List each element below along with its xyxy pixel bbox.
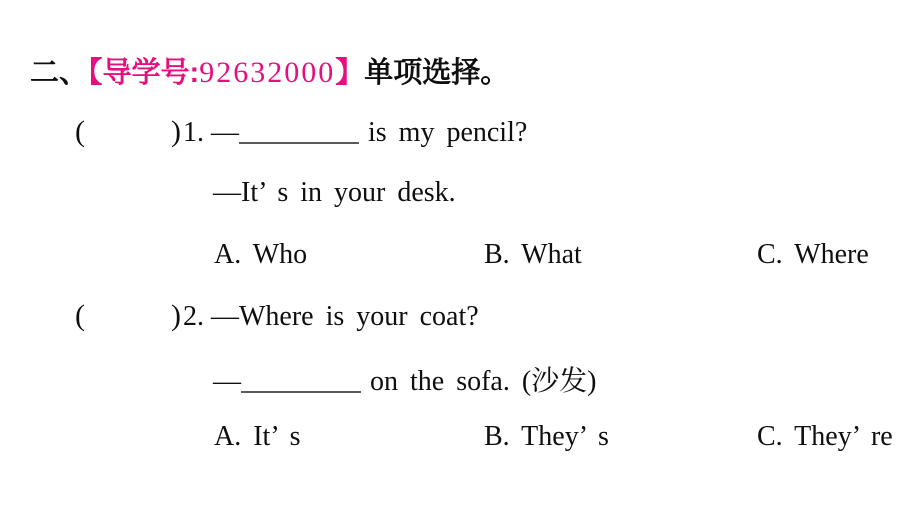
question-number: 2. xyxy=(183,301,204,332)
answer-blank xyxy=(241,385,361,393)
answer-blank xyxy=(239,136,359,144)
question-2-reply-text: on the sofa. (沙发) xyxy=(370,366,597,397)
guide-tag-bracket-open: 【 xyxy=(88,57,103,89)
question-1-stem-text: is my pencil? xyxy=(368,117,528,148)
option-b: B. What xyxy=(484,239,582,270)
answer-paren-open: ( xyxy=(75,299,85,332)
section-number-label: 二、 xyxy=(30,57,89,89)
question-2-stem-row xyxy=(75,299,479,333)
dialogue-dash: — xyxy=(213,366,241,397)
guide-tag-bracket-close: 】 xyxy=(335,57,365,89)
option-b: B. They’ s xyxy=(484,421,609,452)
answer-paren-open: ( xyxy=(75,115,85,148)
dialogue-dash: — xyxy=(211,117,239,148)
question-1-reply-row xyxy=(213,177,456,209)
option-a: A. Who xyxy=(214,239,308,270)
question-1-reply-text: —It’ s in your desk. xyxy=(213,177,456,208)
guide-tag-label: 导学号: xyxy=(102,57,200,89)
section-title: 单项选择。 xyxy=(364,57,510,89)
question-1-stem-row xyxy=(75,115,527,149)
section-header xyxy=(30,50,509,91)
option-c: C. Where xyxy=(757,239,869,270)
option-a: A. It’ s xyxy=(214,421,301,452)
question-2-stem-text: —Where is your coat? xyxy=(211,301,479,332)
guide-tag-number: 92632000 xyxy=(199,56,336,89)
answer-paren-close: ) xyxy=(171,115,181,148)
option-c: C. They’ re xyxy=(757,421,893,452)
answer-paren-close: ) xyxy=(171,299,181,332)
question-2-reply-row xyxy=(213,359,597,399)
question-number: 1. xyxy=(183,117,204,148)
